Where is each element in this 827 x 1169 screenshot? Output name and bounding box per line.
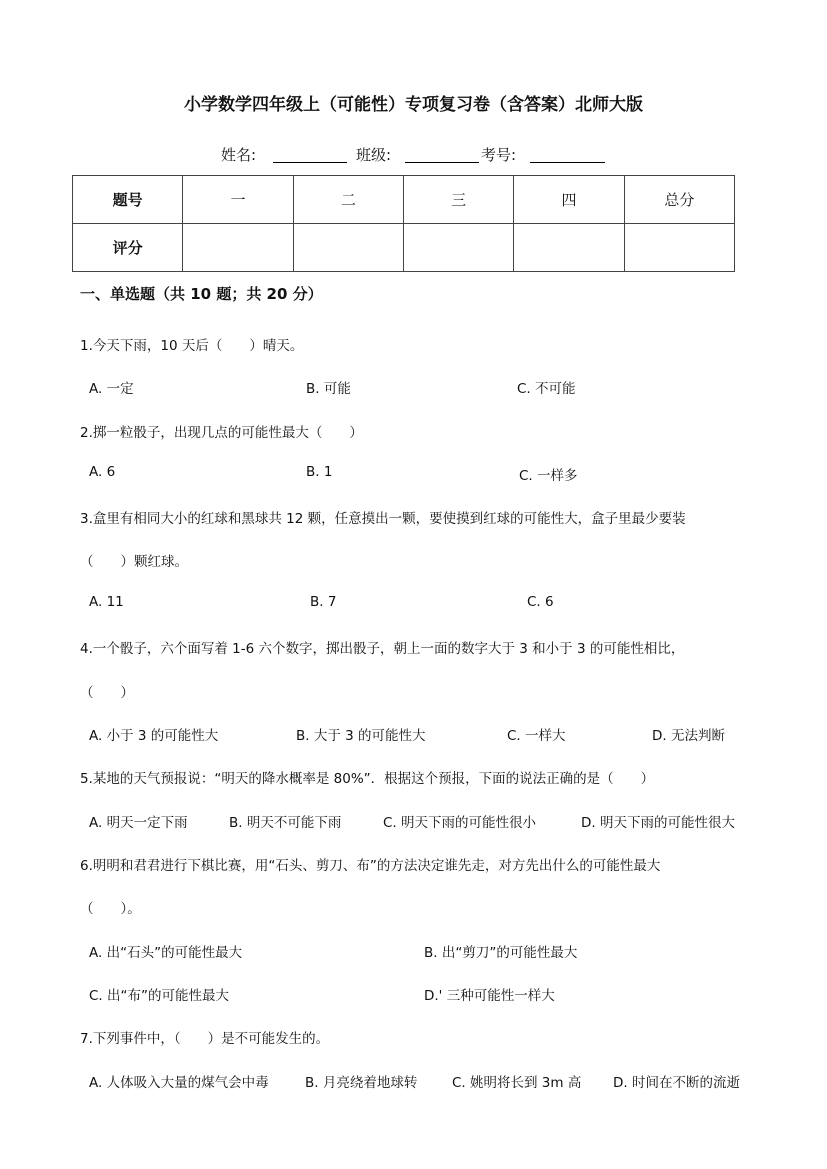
- table-cell: 三: [403, 176, 513, 224]
- q5-option-d[interactable]: D. 明天下雨的可能性很大: [581, 815, 735, 831]
- table-cell: 四: [514, 176, 624, 224]
- score-cell[interactable]: [514, 224, 624, 272]
- question-6-text-cont: （ ）。: [80, 901, 141, 917]
- score-cell[interactable]: [293, 224, 403, 272]
- name-label: 姓名:: [221, 146, 257, 164]
- exam-no-label: 考号:: [481, 146, 517, 164]
- table-cell: 总分: [624, 176, 734, 224]
- table-cell: 一: [183, 176, 293, 224]
- table-cell: 评分: [73, 224, 183, 272]
- q1-option-a[interactable]: A. 一定: [89, 381, 134, 397]
- question-7-text: 7.下列事件中，（ ）是不可能发生的。: [80, 1031, 330, 1047]
- q6-option-d[interactable]: D.' 三种可能性一样大: [424, 988, 555, 1004]
- q7-option-b[interactable]: B. 月亮绕着地球转: [305, 1075, 418, 1091]
- q3-option-a[interactable]: A. 11: [89, 594, 124, 610]
- q3-option-c[interactable]: C. 6: [527, 594, 554, 610]
- q4-option-a[interactable]: A. 小于 3 的可能性大: [89, 728, 219, 744]
- section-heading: 一、单选题（共 10 题；共 20 分）: [80, 285, 323, 303]
- q2-option-c[interactable]: C. 一样多: [519, 468, 578, 484]
- question-2-text: 2.掷一粒骰子，出现几点的可能性最大（ ）: [80, 425, 363, 441]
- q4-option-b[interactable]: B. 大于 3 的可能性大: [296, 728, 426, 744]
- table-cell: 二: [293, 176, 403, 224]
- exam-no-blank[interactable]: [530, 146, 605, 163]
- score-cell[interactable]: [183, 224, 293, 272]
- q5-option-a[interactable]: A. 明天一定下雨: [89, 815, 188, 831]
- question-3-text: 3.盒里有相同大小的红球和黑球共 12 颗，任意摸出一颗，要使摸到红球的可能性大，盒子里最少要装: [80, 511, 686, 527]
- q1-option-b[interactable]: B. 可能: [306, 381, 351, 397]
- score-table: [72, 175, 735, 272]
- q7-option-a[interactable]: A. 人体吸入大量的煤气会中毒: [89, 1075, 269, 1091]
- question-4-text-cont: （ ）: [80, 685, 134, 701]
- q4-option-d[interactable]: D. 无法判断: [652, 728, 725, 744]
- question-1-text: 1.今天下雨，10 天后（ ）晴天。: [80, 338, 304, 354]
- question-6-text: 6.明明和君君进行下棋比赛，用“石头、剪刀、布”的方法决定谁先走，对方先出什么的可能性最大: [80, 858, 661, 874]
- class-label: 班级:: [356, 146, 392, 164]
- q7-option-d[interactable]: D. 时间在不断的流逝: [613, 1075, 740, 1091]
- q6-option-b[interactable]: B. 出“剪刀”的可能性最大: [424, 945, 578, 961]
- q6-option-a[interactable]: A. 出“石头”的可能性最大: [89, 945, 243, 961]
- name-blank[interactable]: [273, 146, 347, 163]
- score-cell[interactable]: [403, 224, 513, 272]
- score-cell[interactable]: [624, 224, 734, 272]
- q3-option-b[interactable]: B. 7: [310, 594, 337, 610]
- class-blank[interactable]: [405, 146, 479, 163]
- q2-option-b[interactable]: B. 1: [306, 464, 333, 480]
- question-4-text: 4.一个骰子，六个面写着 1-6 六个数字，掷出骰子，朝上一面的数字大于 3 和小于 3 的可能性相比，: [80, 641, 685, 657]
- q4-option-c[interactable]: C. 一样大: [507, 728, 566, 744]
- page-title: 小学数学四年级上（可能性）专项复习卷（含答案）北师大版: [184, 95, 643, 115]
- q5-option-c[interactable]: C. 明天下雨的可能性很小: [383, 815, 537, 831]
- table-cell: 题号: [73, 176, 183, 224]
- q6-option-c[interactable]: C. 出“布”的可能性最大: [89, 988, 229, 1004]
- question-5-text: 5.某地的天气预报说：“明天的降水概率是 80%”．根据这个预报，下面的说法正确的是（ ）: [80, 771, 655, 787]
- score-table-score-row: [73, 224, 735, 272]
- q7-option-c[interactable]: C. 姚明将长到 3m 高: [452, 1075, 582, 1091]
- q5-option-b[interactable]: B. 明天不可能下雨: [229, 815, 342, 831]
- question-3-text-cont: （ ）颗红球。: [80, 554, 188, 570]
- score-table-header-row: [73, 176, 735, 224]
- q1-option-c[interactable]: C. 不可能: [517, 381, 576, 397]
- q2-option-a[interactable]: A. 6: [89, 464, 116, 480]
